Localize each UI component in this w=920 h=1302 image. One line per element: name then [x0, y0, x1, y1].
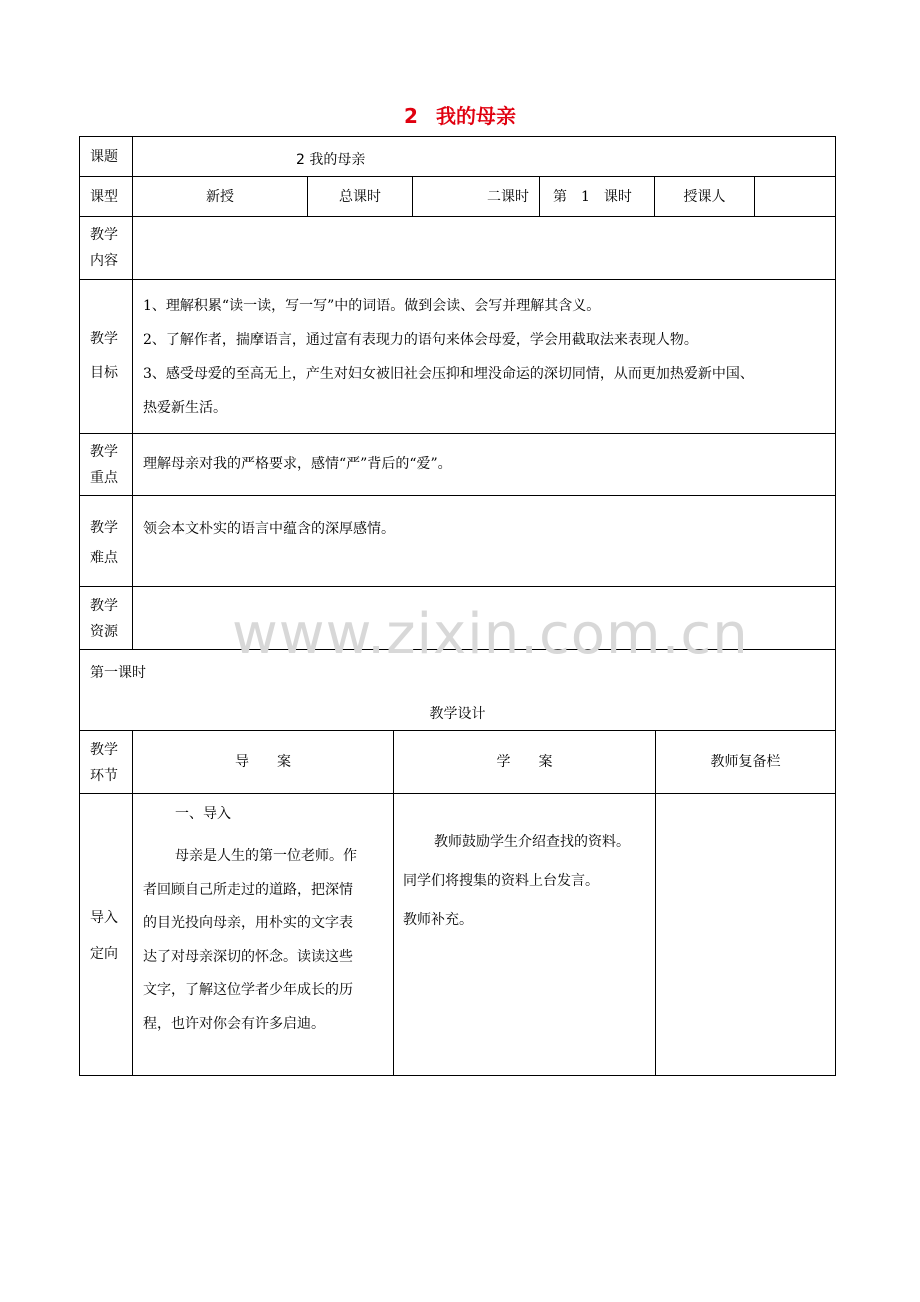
resources-value: [132, 587, 835, 649]
topic-value: 2 我的母亲: [296, 152, 366, 168]
goal-item: 3、感受母爱的至高无上，产生对妇女被旧社会压抑和埋没命运的深切同情，从而更加热爱新中国、: [143, 366, 754, 382]
label-type: 课型: [90, 189, 118, 205]
lesson-plan-table: [79, 136, 836, 1076]
key-value: 理解母亲对我的严格要求，感情“严”背后的“爱”。: [132, 434, 835, 495]
row-resources: [79, 587, 836, 650]
total-value: 二课时: [412, 177, 539, 216]
header-guide: 导 案: [132, 731, 393, 793]
total-label: 总课时: [307, 177, 412, 216]
header-notes: 教师复备栏: [655, 731, 835, 793]
intro-notes: [655, 794, 835, 1075]
goal-item: 热爱新生活。: [143, 400, 227, 416]
watermark: www.zixin.com.cn: [232, 602, 749, 667]
guide-line: 达了对母亲深切的怀念。读读这些: [143, 948, 353, 965]
label-topic: 课题: [90, 149, 118, 165]
row-section: [79, 650, 836, 731]
design-heading: 教学设计: [429, 706, 486, 722]
header-stage: 教学环节: [90, 742, 118, 784]
row-intro: [79, 794, 836, 1076]
intro-stage: 导入定向: [90, 910, 118, 962]
study-line: 教师鼓励学生介绍查找的资料。: [434, 834, 630, 850]
header-study: 学 案: [393, 731, 655, 793]
label-difficulty: 教学难点: [90, 520, 118, 566]
row-type: [79, 177, 836, 217]
title-text: 我的母亲: [435, 104, 516, 128]
period-heading: 第一课时: [90, 665, 146, 681]
period-value: 第 1 课时: [539, 177, 654, 216]
row-key: [79, 434, 836, 496]
teacher-label: 授课人: [654, 177, 754, 216]
intro-guide: [132, 794, 393, 1075]
content-value: [132, 217, 835, 279]
label-content: 教学内容: [90, 227, 118, 269]
goal-item: 1、理解积累“读一读，写一写”中的词语。做到会读、会写并理解其含义。: [143, 298, 601, 314]
label-resources: 教学资源: [90, 598, 118, 640]
guide-line: 程，也许对你会有许多启迪。: [143, 1015, 325, 1032]
title-number: 2: [404, 104, 418, 128]
intro-study: [393, 794, 655, 1075]
goals-list: [132, 280, 835, 433]
teacher-value: [754, 177, 835, 216]
topic-cell: [132, 137, 835, 176]
guide-line: 者回顾自己所走过的道路，把深情: [143, 881, 353, 898]
document-title: [0, 100, 920, 129]
difficulty-value: 领会本文朴实的语言中蕴含的深厚感情。: [132, 496, 835, 586]
row-design-header: [79, 731, 836, 794]
study-line: 教师补充。: [403, 912, 473, 928]
row-content: [79, 217, 836, 280]
row-goals: [79, 280, 836, 434]
label-key: 教学重点: [90, 444, 118, 486]
goal-item: 2、了解作者，揣摩语言，通过富有表现力的语句来体会母爱，学会用截取法来表现人物。: [143, 332, 698, 348]
row-topic: [79, 136, 836, 177]
type-value: 新授: [132, 177, 307, 216]
label-goals: 教学目标: [90, 331, 118, 381]
row-difficulty: [79, 496, 836, 587]
study-line: 同学们将搜集的资料上台发言。: [403, 873, 599, 889]
guide-line: 母亲是人生的第一位老师。作: [175, 848, 357, 864]
guide-line: 一、导入: [175, 806, 231, 822]
guide-line: 文字，了解这位学者少年成长的历: [143, 982, 353, 998]
guide-line: 的目光投向母亲，用朴实的文字表: [143, 915, 353, 931]
